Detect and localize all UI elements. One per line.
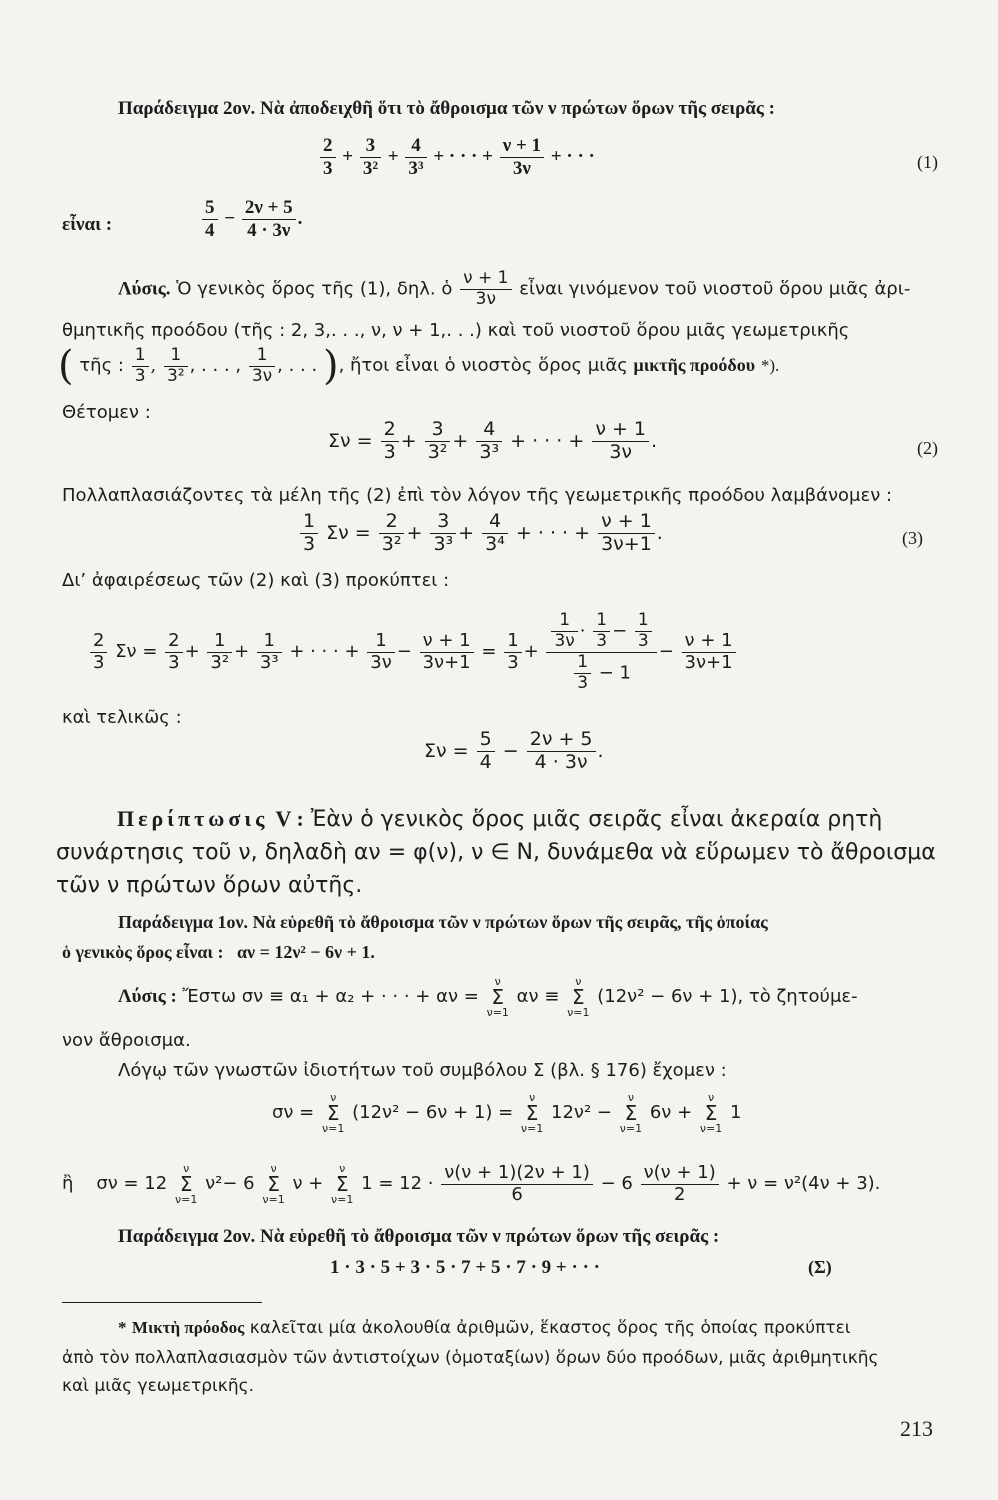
solution-paragraph-line-2: θμητικῆς προόδου (τῆς : 2, 3,. . ., ν, ν + 1,. . .) καὶ τοῦ νιοστοῦ ὅρου μιᾶς γεωμετρικῆς bbox=[62, 320, 850, 341]
sum-operator: ν Σ ν=1 bbox=[486, 975, 509, 1019]
footnote-line-2: ἀπὸ τὸν πολλαπλασιασμὸν τῶν ἀντιστοίχων (ὁμοταξίων) ὅρων δύο προόδων, μιᾶς ἀριθμητικῆς bbox=[62, 1348, 879, 1368]
equation-number: (1) bbox=[917, 152, 938, 172]
example-1-line-2: ὁ γενικὸς ὅρος εἶναι : αν = 12ν² − 6ν + 1. bbox=[62, 942, 375, 962]
fraction: $\frac{\nu + 1}{3\nu+1}$ bbox=[682, 632, 736, 673]
fraction: $\frac{2\nu + 5}{4 \cdot 3\nu}$ bbox=[242, 198, 296, 241]
sum-operator: ν Σ ν=1 bbox=[699, 1091, 723, 1135]
case-label: Περίπτωσις bbox=[117, 806, 269, 831]
series-1-formula: $\frac{2}{3}$ + $\frac{3}{\text{3²}}$ + $\frac{4}{\text{3³}}$ + · · · + $\frac{\nu + 1}{3\nu}$ + · · · bbox=[318, 136, 595, 179]
sum-expansion-formula: σν = ν Σ ν=1 (12ν² − 6ν + 1) = ν Σ ν=1 12ν² − ν Σ ν=1 6ν + ν Σ ν=1 1 bbox=[272, 1091, 742, 1135]
fraction: $\frac{3}{\text{3²}}$ bbox=[425, 420, 451, 463]
sum-operator: ν Σ ν=1 bbox=[322, 1091, 345, 1135]
fraction: $\frac{2}{3}$ bbox=[90, 632, 107, 673]
result-formula: $\frac{5}{4}$ − $\frac{2\nu + 5}{4 \cdot 3\nu}$ . bbox=[200, 198, 302, 241]
equation-number: (3) bbox=[902, 528, 923, 548]
final-sum-formula: Σν = $\frac{5}{4}$ − $\frac{2\nu + 5}{4 \cdot 3\nu}$ . bbox=[424, 728, 604, 773]
fraction: $\frac{3}{\text{3²}}$ bbox=[360, 136, 381, 179]
case-5-line-3: τῶν ν πρώτων ὅρων αὐτῆς. bbox=[56, 873, 363, 898]
fraction: $\frac{1}{\text{3³}}$ bbox=[257, 632, 282, 673]
fraction: $\frac{1}{3\nu}$ bbox=[367, 632, 395, 673]
equation-2: Σν = $\frac{2}{3}$ + $\frac{3}{\text{3²}}$ + $\frac{4}{\text{3³}}$ + · · · + $\frac{\nu + 1}{3\nu}$ . bbox=[328, 418, 658, 463]
solution-2-line-2: νον ἄθροισμα. bbox=[62, 1030, 191, 1051]
subtraction-sentence: Δι’ ἀφαιρέσεως τῶν (2) καὶ (3) προκύπτει : bbox=[62, 570, 450, 591]
equation-3: $\frac{1}{3}$ Σν = $\frac{2}{\text{3²}}$ + $\frac{3}{\text{3³}}$ + $\frac{4}{\text{3⁴}}$ + · · · + $\frac{\nu + 1}{3\nu+1}$ . bbox=[298, 512, 663, 555]
case-5-line-2: συνάρτησις τοῦ ν, δηλαδὴ αν = φ(ν), ν ∈ N, δυνάμεθα νὰ εὕρωμεν τὸ ἄθροισμα bbox=[56, 840, 936, 865]
solution-2-line-1: Λύσις : Ἔστω σν ≡ α₁ + α₂ + · · · + αν = ν Σ ν=1 αν ≡ ν Σ ν=1 (12ν² − 6ν + 1), τὸ ζητούμε- bbox=[118, 975, 858, 1019]
fraction: $\frac{\nu + 1}{3\nu}$ bbox=[500, 136, 544, 179]
fraction: $\frac{\nu(\nu + 1)(2\nu + 1)}{6}$ bbox=[441, 1164, 593, 1205]
closed-form-formula: ἢ σν = 12 ν Σ ν=1 ν²− 6 ν Σ ν=1 ν + ν Σ ν=1 1 = 12 · $\frac{\nu(\nu + 1)(2\nu + 1)}{6}$ − 6 $\frac{\nu(\nu + 1)}{2}$ + ν = ν²(4ν + 3). bbox=[62, 1161, 881, 1206]
fraction: $\frac{2\nu + 5}{4 \cdot 3\nu}$ bbox=[527, 730, 596, 773]
general-term-formula: αν = 12ν² − 6ν + 1. bbox=[236, 942, 375, 962]
fraction: $\frac{2}{\text{3²}}$ bbox=[379, 512, 405, 555]
mixed-progression-term: μικτῆς προόδου bbox=[633, 355, 756, 375]
equation-number: (Σ) bbox=[808, 1257, 832, 1277]
fraction: $\frac{1}{3\nu}$ bbox=[249, 347, 275, 386]
sum-operator: ν Σ ν=1 bbox=[619, 1091, 643, 1135]
example-2b-heading: Παράδειγμα 2ον. Νὰ εὑρεθῆ τὸ ἄθροισμα τῶν ν πρώτων ὅρων τῆς σειρᾶς : bbox=[118, 1226, 720, 1247]
fraction: $\frac{1}{3}$ bbox=[300, 512, 318, 555]
fraction: $\frac{\nu + 1}{3\nu+1}$ bbox=[420, 632, 474, 673]
sum-operator: ν Σ ν=1 bbox=[331, 1162, 354, 1206]
fraction: $\frac{4}{\text{3³}}$ bbox=[476, 420, 502, 463]
page-number: 213 bbox=[900, 1416, 933, 1441]
solution-2-line-3: Λόγῳ τῶν γνωστῶν ἰδιοτήτων τοῦ συμβόλου Σ (βλ. § 176) ἔχομεν : bbox=[118, 1060, 727, 1081]
fraction: $\frac{\nu(\nu + 1)}{2}$ bbox=[641, 1164, 719, 1205]
fraction: $\frac{1}{\text{3²}}$ bbox=[207, 632, 232, 673]
thetomen-label: Θέτομεν : bbox=[62, 402, 151, 423]
case-5-heading: Περίπτωσις V : Ἐὰν ὁ γενικὸς ὅρος μιᾶς σειρᾶς εἶναι ἀκεραία ρητὴ bbox=[117, 806, 883, 832]
example-label: Παράδειγμα 2ον. bbox=[118, 98, 256, 119]
sum-operator: ν Σ ν=1 bbox=[567, 975, 590, 1019]
fraction: $\frac{2}{3}$ bbox=[320, 136, 336, 179]
compound-fraction: $\frac{1}{3\nu}$ · $\frac{1}{3}$ − $\frac{1}{3}$ $\frac{1}{3}$ − 1 bbox=[546, 612, 656, 692]
solution-paragraph-line-1: Λύσις. Ὁ γενικὸς ὅρος τῆς (1), δηλ. ὁ $\frac{\nu + 1}{3\nu}$ εἶναι γινόμενον τοῦ νιοστοῦ ὅρου μιᾶς ἀρι- bbox=[118, 268, 911, 309]
einai-label: εἶναι : bbox=[62, 214, 113, 235]
fraction: $\frac{5}{4}$ bbox=[202, 198, 218, 241]
fraction: $\frac{3}{\text{3³}}$ bbox=[430, 512, 456, 555]
footnote-divider bbox=[62, 1302, 262, 1303]
equation-number: (2) bbox=[917, 438, 938, 458]
solution-paragraph-line-3: ( τῆς : $\frac{1}{3}$ , $\frac{1}{\text{3²}}$ , . . . , $\frac{1}{3\nu}$ , . . . ), ἤτοι εἶναι ὁ νιοστὸς ὅρος μιᾶς μικτῆς προόδου *). bbox=[58, 343, 780, 389]
footnote-term: Μικτὴ πρόοδος bbox=[131, 1318, 245, 1337]
fraction: $\frac{\nu + 1}{3\nu}$ bbox=[460, 270, 511, 309]
multiplying-sentence: Πολλαπλασιάζοντες τὰ μέλη τῆς (2) ἐπὶ τὸν λόγον τῆς γεωμετρικῆς προόδου λαμβάνομεν : bbox=[62, 485, 893, 506]
fraction: $\frac{2}{3}$ bbox=[381, 420, 399, 463]
sum-operator: ν Σ ν=1 bbox=[520, 1091, 544, 1135]
fraction: $\frac{\nu + 1}{3\nu+1}$ bbox=[598, 512, 655, 555]
equation-4: $\frac{2}{3}$ Σν = $\frac{2}{3}$ + $\frac{1}{\text{3²}}$ + $\frac{1}{\text{3³}}$ + · · · + $\frac{1}{3\nu}$ − $\frac{\nu + 1}{3\nu+1}$ = $\frac{1}{3}$ + $\frac{1}{3\nu}$ · $\frac{1}{3}$ − $\frac{1}{3}$ $\frac{1}{3}$ − 1 − $\frac{\nu + 1}{3\nu+1}$ bbox=[88, 612, 738, 692]
fraction: $\frac{4}{\text{3³}}$ bbox=[405, 136, 426, 179]
finally-label: καὶ τελικῶς : bbox=[62, 707, 182, 728]
sum-operator: ν Σ ν=1 bbox=[262, 1162, 285, 1206]
example-text: Νὰ ἀποδειχθῆ ὅτι τὸ ἄθροισμα τῶν ν πρώτων ὅρων τῆς σειρᾶς : bbox=[260, 98, 775, 119]
footnote-line-1: * Μικτὴ πρόοδος καλεῖται μία ἀκολουθία ἀριθμῶν, ἕκαστος ὅρος τῆς ὁποίας προκύπτει bbox=[118, 1318, 851, 1338]
solution-label: Λύσις. bbox=[118, 278, 171, 300]
product-series-formula: 1 · 3 · 5 + 3 · 5 · 7 + 5 · 7 · 9 + · · · bbox=[330, 1257, 601, 1278]
fraction: $\frac{\nu + 1}{3\nu}$ bbox=[592, 420, 649, 463]
fraction: $\frac{5}{4}$ bbox=[477, 730, 495, 773]
fraction: $\frac{2}{3}$ bbox=[165, 632, 182, 673]
fraction: $\frac{1}{3}$ bbox=[132, 347, 149, 386]
footnote-line-3: καὶ μιᾶς γεωμετρικῆς. bbox=[62, 1376, 254, 1396]
fraction: $\frac{1}{3}$ bbox=[504, 632, 521, 673]
fraction: $\frac{1}{\text{3²}}$ bbox=[164, 347, 188, 386]
example-1-line-1: Παράδειγμα 1ον. Νὰ εὑρεθῆ τὸ ἄθροισμα τῶν ν πρώτων ὅρων τῆς σειρᾶς, τῆς ὁποίας bbox=[118, 912, 768, 932]
example-2-heading bbox=[118, 98, 775, 120]
fraction: $\frac{4}{\text{3⁴}}$ bbox=[482, 512, 508, 555]
sum-operator: ν Σ ν=1 bbox=[174, 1162, 198, 1206]
